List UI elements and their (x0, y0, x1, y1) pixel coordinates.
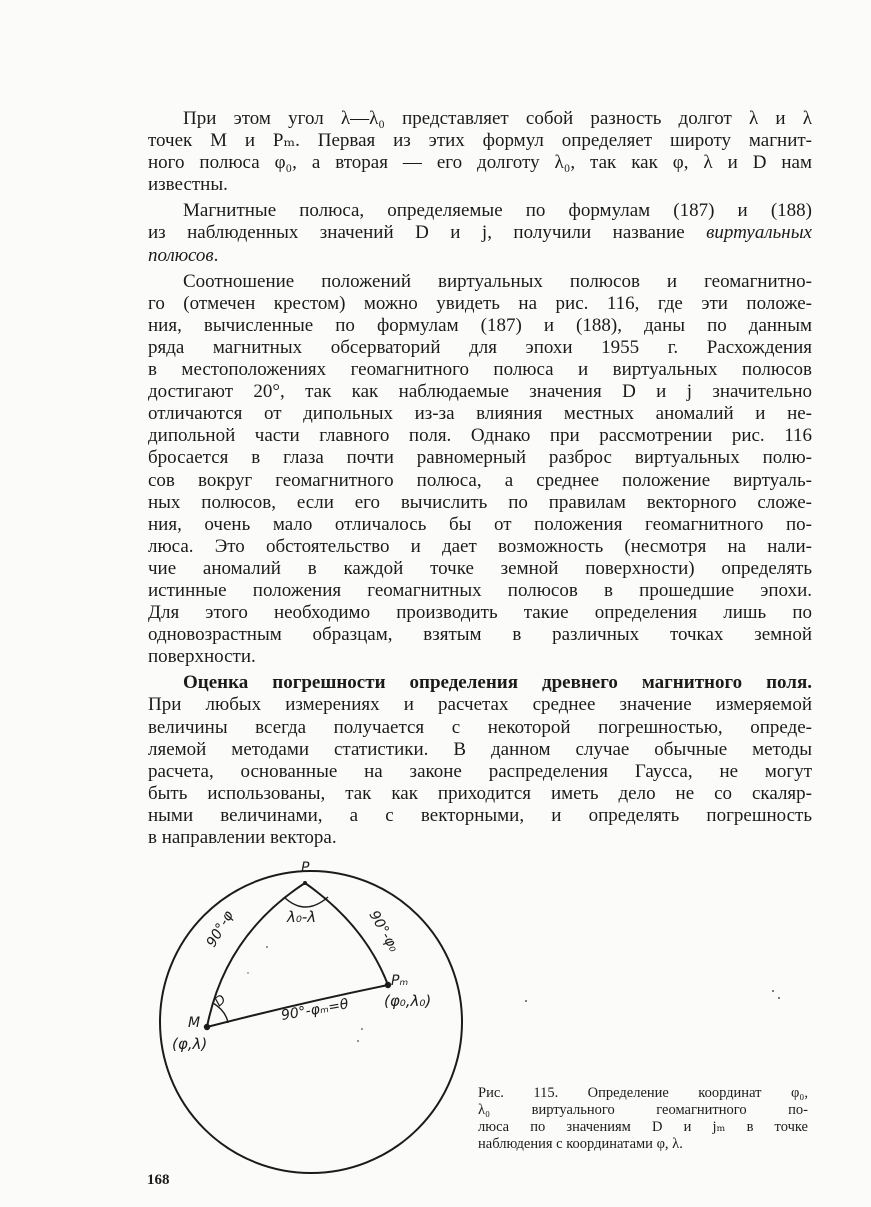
paragraph-4 (148, 672, 812, 849)
text-line: ряда магнитных обсерваторий для эпохи 1955 г. Расхождения (148, 336, 812, 358)
text-line: люса. Это обстоятельство и дает возможность (несмотря на нали- (148, 535, 812, 557)
text-line: При любых измерениях и расчетах среднее значение измеряемой (148, 694, 812, 716)
scan-speck (361, 1028, 363, 1030)
text-line: бросается в глаза почти равномерный разброс виртуальных полю- (148, 447, 812, 469)
italic-term: полюсов (148, 244, 214, 266)
scan-speck (357, 1040, 359, 1042)
scan-speck (247, 972, 249, 974)
point-m-label: M (188, 1015, 201, 1031)
section-heading: Оценка погрешности определения древнего магнитного поля. (183, 672, 812, 694)
text-line: достигают 20°, так как наблюдаемые значения D и j значительно (148, 381, 812, 403)
text-line (148, 222, 812, 244)
paragraph-2 (148, 200, 812, 266)
italic-term: виртуальных (706, 222, 812, 244)
text-line: истинные положения геомагнитных полюсов в прошедшие эпохи. (148, 579, 812, 601)
scan-speck (778, 997, 780, 999)
paragraph-1 (148, 108, 812, 196)
text-line: одновозрастным образцам, взятым в различных точках земной (148, 624, 812, 646)
text-line: величины всегда получается с некоторой погрешностью, опреде- (148, 716, 812, 738)
caption-line: люса по значениям D и jₘ в точке (478, 1119, 808, 1135)
text-line: При этом угол λ—λ₀ представляет собой разность долгот λ и λ (183, 108, 812, 129)
text-line: известны. (148, 174, 228, 196)
text-line: Соотношение положений виртуальных полюсов и геомагнитно- (183, 270, 812, 292)
text-line: ными величинами, а с векторными, и определять погрешность (148, 804, 812, 826)
text-line: чие аномалий в каждой точке земной поверхности) определять (148, 557, 812, 579)
text-line: быть использованы, так как приходится иметь дело не со скаляр- (148, 782, 812, 804)
text-line: отличаются от дипольных из-за влияния местных аномалий и не- (148, 403, 812, 425)
page-number: 168 (147, 1172, 170, 1188)
text-line: точек M и Pₘ. Первая из этих формул определяет широту магнит- (148, 130, 812, 152)
point-pm-label: Pₘ (391, 973, 409, 989)
text-line: дипольной части главного поля. Однако при рассмотрении рис. 116 (148, 425, 812, 447)
colatitude-pole-label: 90°-φ₀ (365, 908, 402, 955)
figure-caption (478, 1085, 808, 1153)
text-line: в направлении вектора. (148, 827, 337, 848)
body-text (148, 108, 812, 849)
declination-label: D (211, 992, 230, 1011)
paragraph-3 (148, 271, 812, 669)
text-fragment: из наблюденных значений D и j, получили название (148, 222, 707, 244)
text-line: Магнитные полюса, определяемые по формулам (187) и (188) (183, 200, 812, 222)
pole-angle-mark (284, 897, 328, 907)
text-line: поверхности. (148, 646, 256, 668)
text-line: ния, вычисленные по формулам (187) и (188), даны по данным (148, 314, 812, 336)
text-line: Для этого необходимо производить такие определения лишь по (148, 602, 812, 624)
sphere-diagram (150, 855, 480, 1175)
text-line: ляемой методами статистики. В данном случае обычные методы (148, 738, 812, 760)
arc-label: 90°-φₘ=θ (279, 996, 350, 1024)
point-pm-coords: (φ₀,λ₀) (384, 992, 432, 1010)
point-m-coords: (φ,λ) (172, 1035, 208, 1053)
caption-line: Рис. 115. Определение координат φ₀, (478, 1085, 808, 1101)
text-line: ного полюса φ₀, а вторая — его долготу λ₀, так как φ, λ и D нам (148, 152, 812, 174)
text-line (148, 245, 812, 267)
text-line: го (отмечен крестом) можно увидеть на рис. 116, где эти положе- (148, 292, 812, 314)
pole-label: P (301, 860, 310, 876)
caption-line: наблюдения с координатами φ, λ. (478, 1136, 683, 1152)
meridian-arc-pm (305, 883, 388, 985)
scan-speck (525, 1000, 527, 1002)
text-line: в местоположениях геомагнитного полюса и виртуальных полюсов (148, 359, 812, 381)
colatitude-m-label: 90°-φ (203, 908, 238, 950)
angle-label: λ₀-λ (287, 908, 317, 926)
text-fragment: . (213, 244, 219, 266)
caption-line: λ₀ виртуального геомагнитного по- (478, 1102, 808, 1118)
scan-speck (266, 946, 268, 948)
text-line: ния, очень мало отличалось бы от положения геомагнитного по- (148, 513, 812, 535)
scan-speck (772, 990, 774, 992)
text-line: ных полюсов, если его вычислить по правилам векторного сложе- (148, 491, 812, 513)
pole-marker (303, 881, 307, 885)
text-line: сов вокруг геомагнитного полюса, а среднее положение виртуаль- (148, 469, 812, 491)
point-m-marker (204, 1024, 210, 1030)
text-line: расчета, основанные на законе распределения Гаусса, не могут (148, 760, 812, 782)
figure-115 (150, 855, 480, 1175)
